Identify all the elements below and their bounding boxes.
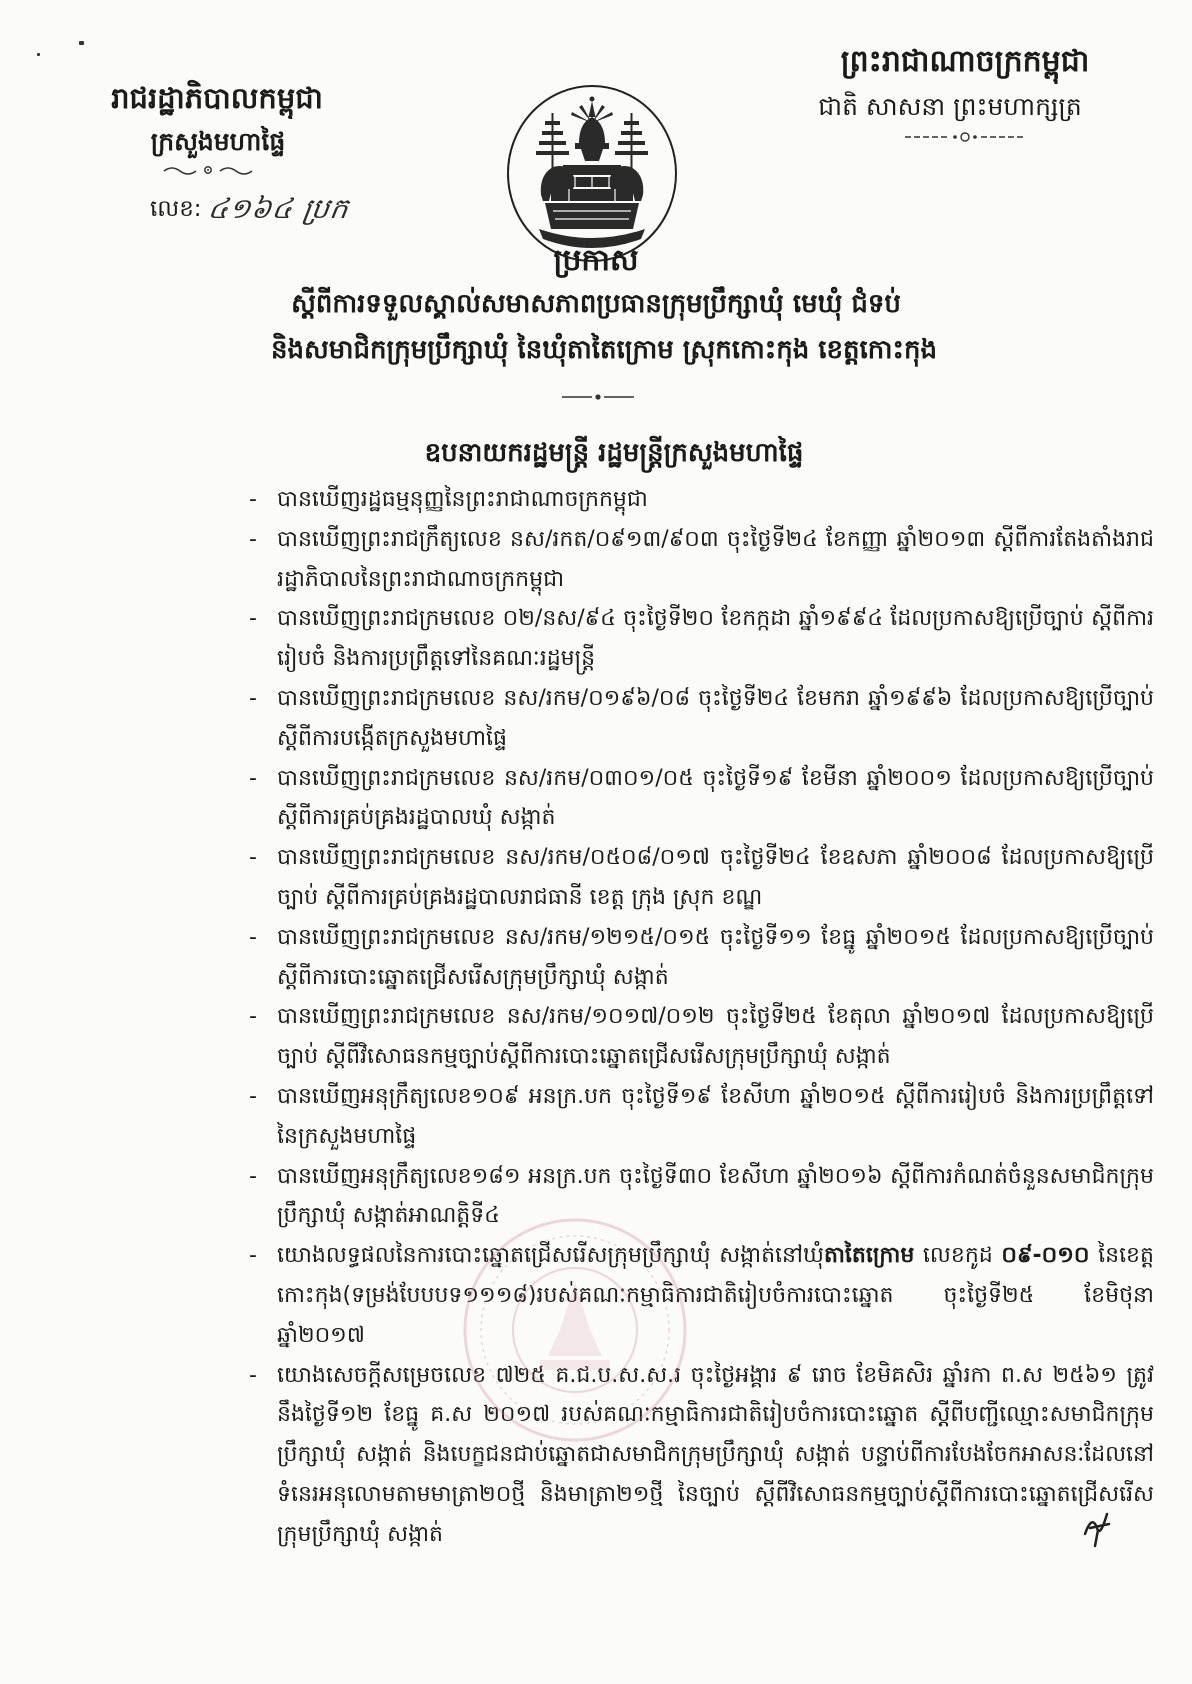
list-item	[249, 679, 1154, 759]
commune-name-emphasis: តាតៃក្រោម	[823, 1243, 915, 1269]
list-item	[249, 480, 1154, 520]
subject-line-1: ស្តីពីការទទួលស្គាល់សមាសភាពប្រធានក្រុមប្រឹក្សាឃុំ មេឃុំ ជំទប់	[291, 289, 901, 319]
document-number	[150, 190, 410, 232]
list-item-text: បានឃើញព្រះរាជក្រមលេខ នស/រកម/១០១៧/០១២ ចុះថ្ងៃទី២៥ ខែតុលា ឆ្នាំ២០១៧ ដែលប្រកាសឱ្យប្រើច្បាប់ ស្តីពីវិសោធនកម្មច្បាប់ស្តីពីការបោះឆ្នោតជ្រើសរើសក្រុមប្រឹក្សាឃុំ សង្កាត់	[277, 1004, 1154, 1070]
list-item-text: បានឃើញអនុក្រឹត្យលេខ១៨១ អនក្រ.បក ចុះថ្ងៃទី៣០ ខែសីហា ឆ្នាំ២០១៦ ស្តីពីការកំណត់ចំនួនសមាជិកក្រុមប្រឹក្សាឃុំ សង្កាត់អាណត្តិទី៤	[277, 1163, 1154, 1229]
list-item	[249, 759, 1154, 839]
document-type-title: ប្រកាស	[553, 243, 639, 278]
crown	[579, 117, 605, 143]
list-marker: -	[249, 1163, 257, 1189]
short-divider-icon	[562, 391, 634, 403]
list-item	[249, 1157, 1154, 1237]
list-marker: -	[249, 845, 257, 871]
faint-red-seal-stamp	[460, 1180, 690, 1470]
list-marker: -	[249, 1243, 257, 1269]
list-item-text: បានឃើញព្រះរាជក្រមលេខ នស/រកម/០៣០១/០៥ ចុះថ្ងៃទី១៩ ខែមីនា ឆ្នាំ២០០១ ដែលប្រកាសឱ្យប្រើច្បាប់ ស្តីពីការគ្រប់គ្រងរដ្ឋបាលឃុំ សង្កាត់	[277, 765, 1154, 831]
list-item	[249, 838, 1154, 918]
document-number-handwritten: ៤១៦៤ ប្រក	[205, 191, 351, 225]
considerations-list	[249, 480, 1154, 1560]
list-item	[249, 1356, 1154, 1555]
document-number-label: លេខ:	[150, 195, 202, 222]
government-heading: រាជរដ្ឋាភិបាលកម្ពុជា	[111, 81, 323, 115]
crest	[536, 97, 648, 249]
list-item-text: បានឃើញរដ្ឋធម្មនុញ្ញនៃព្រះរាជាណាចក្រកម្ពុជា	[277, 487, 648, 512]
list-item	[249, 1236, 1154, 1355]
list-item	[249, 1077, 1154, 1157]
scan-speck	[37, 53, 40, 56]
list-item-text: បានឃើញព្រះរាជក្រមលេខ ០២/នស/៩៤ ចុះថ្ងៃទី២០ ខែកក្កដា ឆ្នាំ១៩៩៤ ដែលប្រកាសឱ្យប្រើច្បាប់ ស្តីពីការរៀបចំ និងការប្រព្រឹត្តទៅនៃគណៈរដ្ឋមន្ត្រី	[277, 606, 1154, 672]
list-item	[249, 997, 1154, 1077]
list-item-text	[277, 1236, 1154, 1355]
list-marker: -	[249, 487, 257, 512]
list-item-text: បានឃើញព្រះរាជក្រមលេខ នស/រកម/០៥០៨/០១៧ ចុះថ្ងៃទី២៤ ខែឧសភា ឆ្នាំ២០០៨ ដែលប្រកាសឱ្យប្រើច្បាប់ ស្តីពីការគ្រប់គ្រងរដ្ឋបាលរាជធានី ខេត្ត ក្រុង ស្រុក ខណ្ឌ	[277, 845, 1154, 910]
list-item	[249, 599, 1154, 679]
subject-line-2: និងសមាជិកក្រុមប្រឹក្សាឃុំ នៃឃុំតាតៃក្រោម ស្រុកកោះកុង ខេត្តកោះកុង	[271, 335, 937, 365]
list-item-text-part: យោងលទ្ធផលនៃការបោះឆ្នោតជ្រើសរើសក្រុមប្រឹក្សាឃុំ សង្កាត់នៅឃុំ	[277, 1243, 824, 1269]
list-item-text-part: លេខកូដ	[914, 1243, 1002, 1269]
list-marker: -	[249, 606, 257, 632]
list-marker: -	[249, 765, 257, 791]
list-item	[249, 918, 1154, 998]
flourish-icon	[162, 163, 254, 177]
list-marker: -	[249, 685, 257, 711]
list-item-text: បានឃើញអនុក្រឹត្យលេខ១០៩ អនក្រ.បក ចុះថ្ងៃទី១៩ ខែសីហា ឆ្នាំ២០១៥ ស្តីពីការរៀបចំ និងការប្រព្រឹត្តទៅនៃក្រសួងមហាផ្ទៃ	[277, 1083, 1154, 1149]
commune-code-emphasis: ០៩-០១០	[1001, 1243, 1090, 1269]
list-item-text: បានឃើញព្រះរាជក្រមលេខ នស/រកម/០១៩៦/០៨ ចុះថ្ងៃទី២៤ ខែមករា ឆ្នាំ១៩៩៦ ដែលប្រកាសឱ្យប្រើច្បាប់ ស្តីពីការបង្កើតក្រសួងមហាផ្ទៃ	[277, 685, 1154, 751]
kingdom-heading: ព្រះរាជាណាចក្រកម្ពុជា	[840, 44, 1090, 79]
national-motto: ជាតិ សាសនា ព្រះមហាក្សត្រ	[818, 92, 1082, 121]
ornamental-divider-icon	[905, 130, 1025, 144]
list-marker: -	[249, 1004, 257, 1030]
list-marker: -	[249, 1083, 257, 1109]
handwritten-initial-mark	[1080, 1508, 1114, 1548]
royal-coat-of-arms-icon	[505, 83, 679, 264]
list-item-text-part: នៃខេត្តកោះកុង(ទម្រង់បែបបទ១១១៨)របស់គណៈកម្មាធិការជាតិរៀបចំការបោះឆ្នោត ចុះថ្ងៃទី២៥ ខែមិថុនា ឆ្នាំ២០១៧	[277, 1243, 1154, 1348]
list-marker: -	[249, 1362, 257, 1388]
list-marker: -	[249, 924, 257, 950]
list-item-text: បានឃើញព្រះរាជក្រមលេខ នស/រកម/១២១៥/០១៥ ចុះថ្ងៃទី១១ ខែធ្នូ ឆ្នាំ២០១៥ ដែលប្រកាសឱ្យប្រើច្បាប់ ស្តីពីការបោះឆ្នោតជ្រើសរើសក្រុមប្រឹក្សាឃុំ សង្កាត់	[277, 924, 1154, 990]
issuer-heading: ឧបនាយករដ្ឋមន្ត្រី រដ្ឋមន្ត្រីក្រសួងមហាផ្ទៃ	[424, 438, 804, 468]
list-item-text: បានឃើញព្រះរាជក្រឹត្យលេខ នស/រកត/០៩១៣/៩០៣ ចុះថ្ងៃទី២៤ ខែកញ្ញា ឆ្នាំ២០១៣ ស្តីពីការតែងតាំងរាជរដ្ឋាភិបាលនៃព្រះរាជាណាចក្រកម្ពុជា	[277, 526, 1154, 592]
ministry-heading: ក្រសួងមហាផ្ទៃ	[150, 127, 286, 156]
list-item	[249, 520, 1154, 600]
list-marker: -	[249, 526, 257, 552]
scan-speck	[79, 41, 84, 45]
list-item-text: យោងសេចក្តីសម្រេចលេខ ៧២៥ គ.ជ.ប.ស.ស.រ ចុះថ្ងៃអង្គារ ៩ រោច ខែមិគសិរ ឆ្នាំរកា ព.ស ២៥៦១ ត្រូវនឹងថ្ងៃទី១២ ខែធ្នូ គ.ស ២០១៧ របស់គណៈកម្មាធិការជាតិរៀបចំការបោះឆ្នោត ស្តីពីបញ្ជីឈ្មោះសមាជិកក្រុមប្រឹក្សាឃុំ សង្កាត់ និងបេក្ខជនជាប់ឆ្នោតជាសមាជិកក្រុមប្រឹក្សាឃុំ សង្កាត់ បន្ទាប់ពីការបែងចែកអាសនៈដែលនៅទំនេរអនុលោមតាមមាត្រា២០ថ្មី និងមាត្រា២១ថ្មី នៃច្បាប់ ស្តីពីវិសោធនកម្មច្បាប់ស្តីពីការបោះឆ្នោតជ្រើសរើសក្រុមប្រឹក្សាឃុំ សង្កាត់	[277, 1362, 1154, 1547]
